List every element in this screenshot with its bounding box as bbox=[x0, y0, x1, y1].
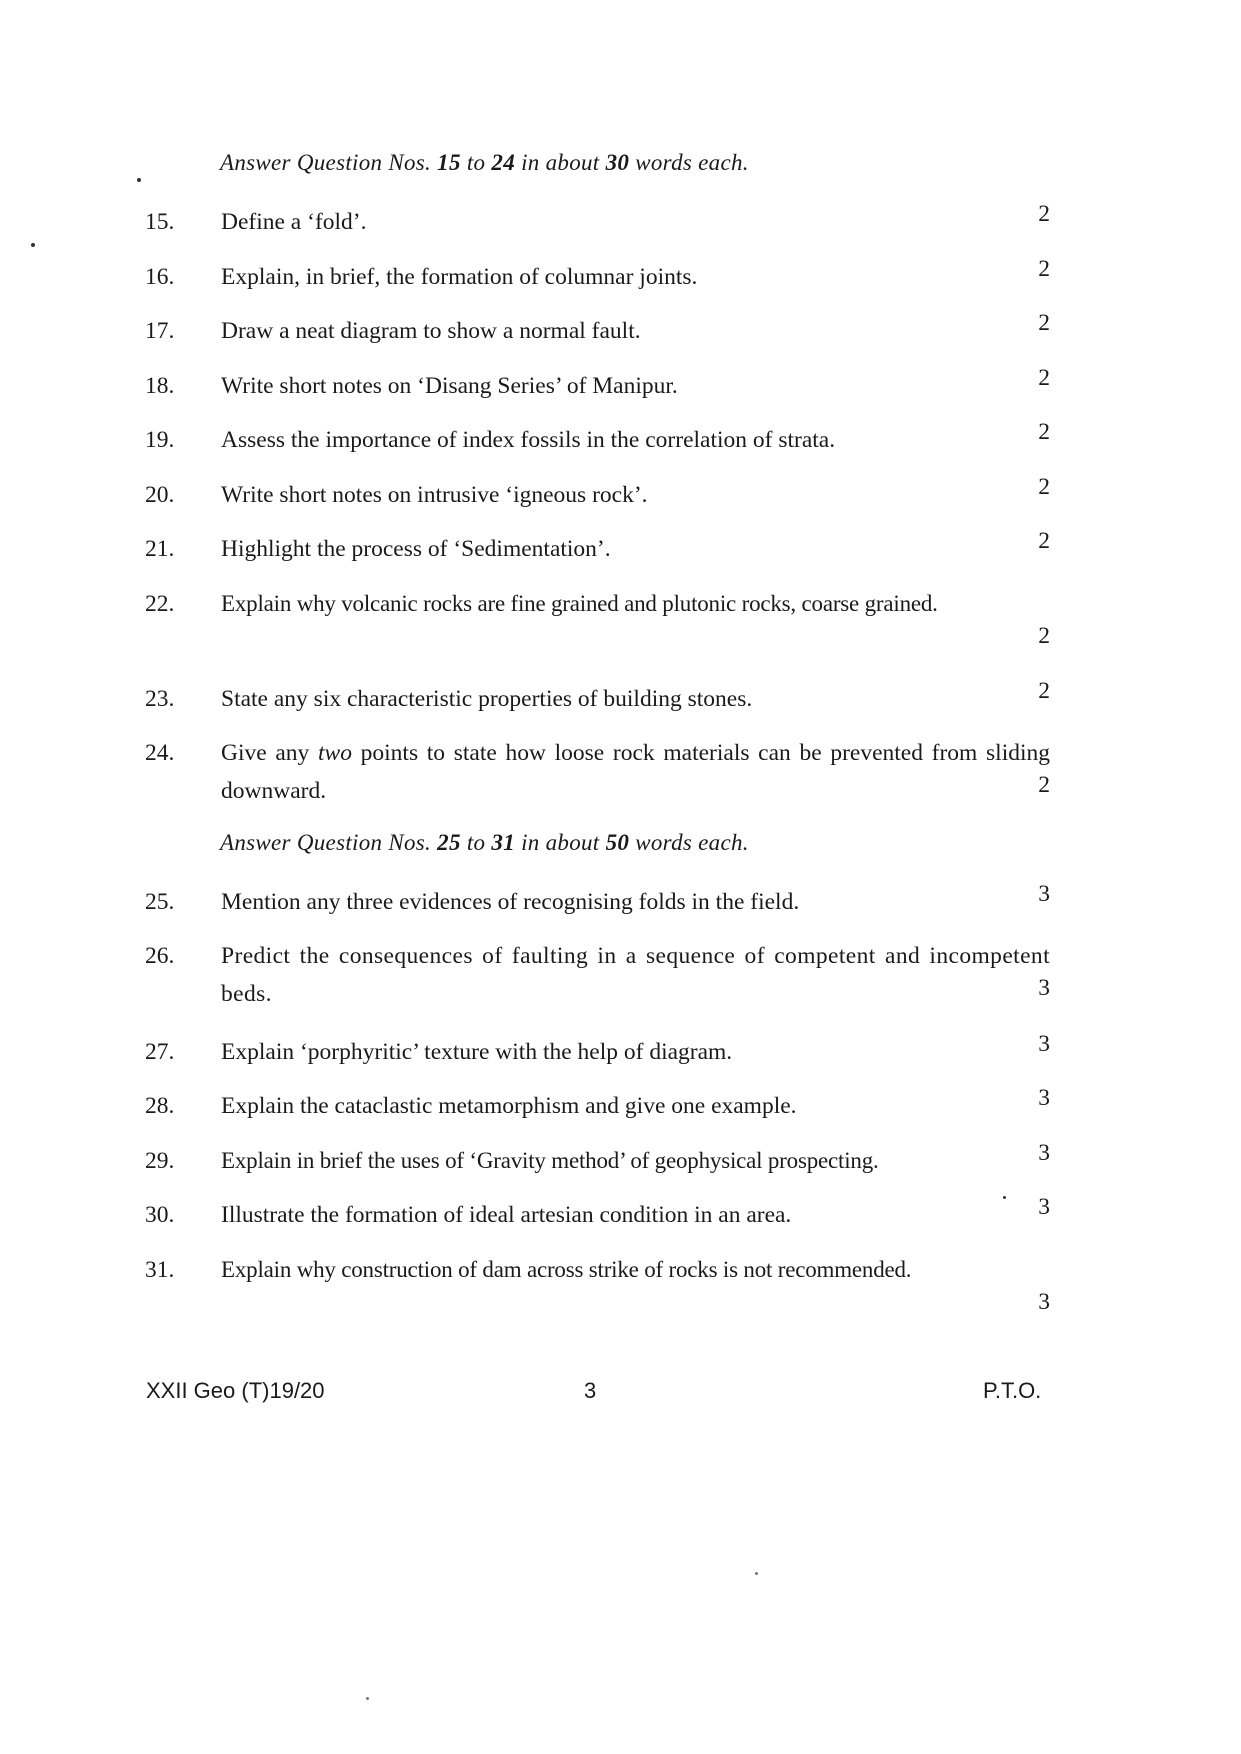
question-text: Explain why volcanic rocks are fine grained and plutonic rocks, coarse grained. bbox=[221, 591, 938, 616]
instruction-text: Answer Question Nos. bbox=[220, 150, 432, 175]
question-text-post: points to state how loose rock materials can be prevented from sliding downward. bbox=[221, 740, 1050, 804]
question-marks: 2 bbox=[1038, 310, 1050, 336]
question-number: 23. bbox=[145, 686, 175, 712]
question-text: Explain, in brief, the formation of columnar joints. bbox=[221, 264, 698, 290]
question-marks: 2 bbox=[1038, 365, 1050, 391]
question-marks: 3 bbox=[1038, 1140, 1050, 1166]
question-number: 19. bbox=[145, 427, 175, 453]
instruction-words: 30 bbox=[605, 150, 630, 175]
instruction-to-word: to bbox=[466, 150, 486, 175]
question-text: Explain ‘porphyritic’ texture with the help of diagram. bbox=[221, 1039, 733, 1065]
instruction-mid: in about bbox=[521, 150, 600, 175]
question-text-emphasis: two bbox=[317, 740, 352, 766]
question-marks: 2 bbox=[1038, 474, 1050, 500]
question-text: Illustrate the formation of ideal artesian condition in an area. bbox=[221, 1202, 792, 1228]
question-number: 26. bbox=[145, 943, 175, 969]
question-text: Write short notes on ‘Disang Series’ of Manipur. bbox=[221, 373, 678, 399]
page-number: 3 bbox=[584, 1378, 597, 1403]
instruction-from: 25 bbox=[437, 830, 461, 855]
scan-speck bbox=[1003, 1196, 1006, 1199]
question-number: 31. bbox=[145, 1257, 175, 1283]
question-text: State any six characteristic properties of building stones. bbox=[221, 686, 753, 712]
question-text: Predict the consequences of faulting in a sequence of competent and incompetent beds. bbox=[221, 943, 1050, 1007]
question-number: 20. bbox=[145, 482, 175, 508]
instruction-mid: in about bbox=[521, 830, 600, 855]
question-text: Mention any three evidences of recognising folds in the field. bbox=[221, 889, 800, 915]
instruction-to-word: to bbox=[466, 830, 486, 855]
question-number: 25. bbox=[145, 889, 175, 915]
question-marks: 2 bbox=[1038, 528, 1050, 554]
question-text-pre: Give any bbox=[221, 740, 310, 766]
question-marks: 2 bbox=[1038, 419, 1050, 445]
question-marks: 2 bbox=[1038, 623, 1050, 649]
instruction-post: words each. bbox=[635, 830, 749, 855]
scan-speck bbox=[31, 243, 35, 247]
question-number: 28. bbox=[145, 1093, 175, 1119]
question-marks: 2 bbox=[1038, 256, 1050, 282]
scan-speck bbox=[137, 178, 141, 182]
question-text bbox=[221, 734, 1050, 810]
instruction-to: 24 bbox=[491, 150, 515, 175]
question-marks: 2 bbox=[1038, 772, 1050, 798]
question-number: 18. bbox=[145, 373, 175, 399]
question-marks: 2 bbox=[1038, 201, 1050, 227]
question-text: Explain why construction of dam across strike of rocks is not recommended. bbox=[221, 1257, 912, 1282]
question-number: 27. bbox=[145, 1039, 175, 1065]
instruction-words: 50 bbox=[605, 830, 630, 855]
question-text: Assess the importance of index fossils in the correlation of strata. bbox=[221, 427, 836, 453]
question-number: 17. bbox=[145, 318, 175, 344]
instruction-to: 31 bbox=[491, 830, 515, 855]
question-number: 16. bbox=[145, 264, 175, 290]
question-number: 21. bbox=[145, 536, 175, 562]
question-marks: 3 bbox=[1038, 1031, 1050, 1057]
question-text: Highlight the process of ‘Sedimentation’. bbox=[221, 536, 611, 562]
question-marks: 3 bbox=[1038, 1194, 1050, 1220]
section-instruction-short bbox=[220, 150, 749, 176]
question-number: 22. bbox=[145, 591, 175, 617]
question-number: 15. bbox=[145, 209, 175, 235]
question-marks: 2 bbox=[1038, 678, 1050, 704]
question-marks: 3 bbox=[1038, 1289, 1050, 1315]
question-text: Draw a neat diagram to show a normal fault. bbox=[221, 318, 641, 344]
question-text: Explain the cataclastic metamorphism and give one example. bbox=[221, 1093, 797, 1119]
paper-code: XXII Geo (T)19/20 bbox=[146, 1378, 325, 1403]
instruction-text: Answer Question Nos. bbox=[220, 830, 432, 855]
instruction-post: words each. bbox=[635, 150, 749, 175]
question-marks: 3 bbox=[1038, 1085, 1050, 1111]
question-number: 30. bbox=[145, 1202, 175, 1228]
question-marks: 3 bbox=[1038, 975, 1050, 1001]
question-number: 24. bbox=[145, 740, 175, 766]
section-instruction-medium bbox=[220, 830, 749, 856]
scan-speck bbox=[366, 1697, 369, 1700]
question-text: Define a ‘fold’. bbox=[221, 209, 367, 235]
pto-note: P.T.O. bbox=[983, 1378, 1042, 1403]
scan-speck bbox=[755, 1572, 758, 1575]
question-text: Write short notes on intrusive ‘igneous rock’. bbox=[221, 482, 648, 508]
instruction-from: 15 bbox=[437, 150, 461, 175]
question-number: 29. bbox=[145, 1148, 175, 1174]
question-marks: 3 bbox=[1038, 881, 1050, 907]
question-text: Explain in brief the uses of ‘Gravity method’ of geophysical prospecting. bbox=[221, 1148, 879, 1173]
